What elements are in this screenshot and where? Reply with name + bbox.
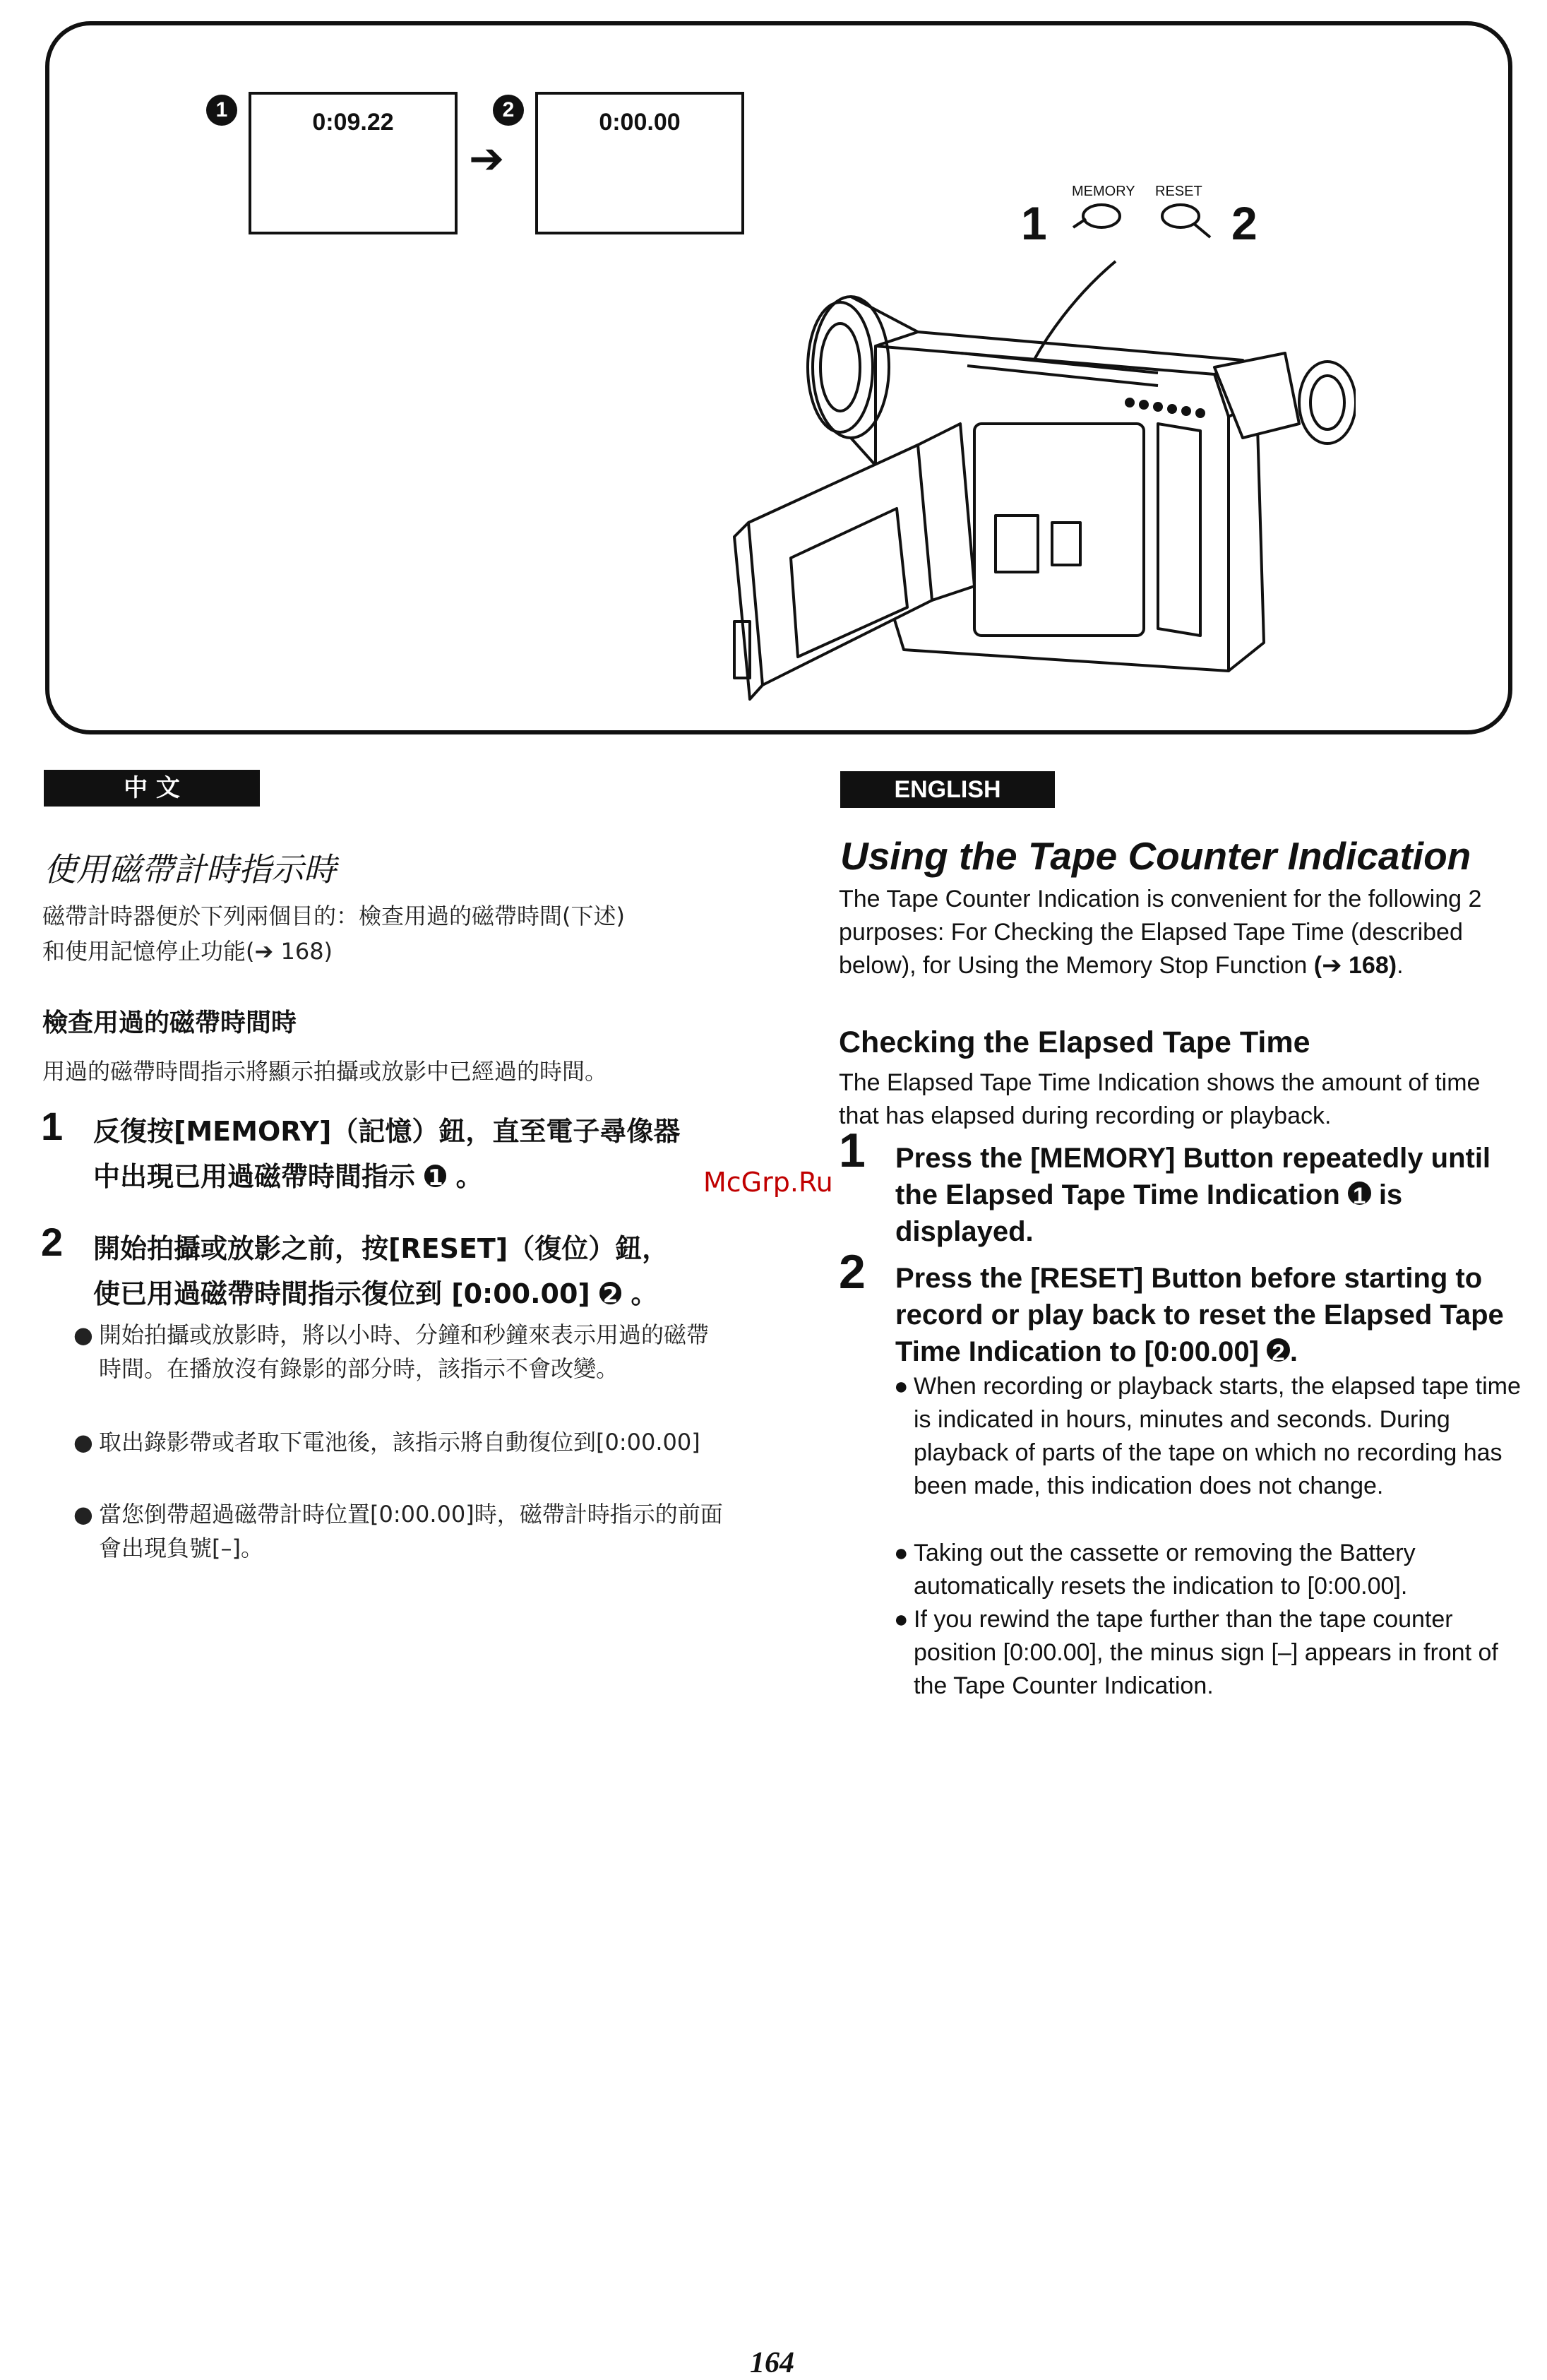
english-intro-text: The Tape Counter Indication is convenient for the following 2 purposes: For Checking the Elapsed Tape Time (described below), for Using the Memory Stop Function: [839, 886, 1482, 979]
reset-button-label: RESET: [1155, 184, 1202, 199]
bullet-dot-icon: ●: [894, 1540, 909, 1566]
chinese-title: 使用磁帶計時指示時: [44, 850, 336, 888]
english-section-tag: ENGLISH: [840, 771, 1055, 808]
english-bullet-2-text: Taking out the cassette or removing the Battery automatically resets the indication to [0:00.00].: [914, 1540, 1416, 1600]
english-step1-text: [895, 1140, 1524, 1250]
chinese-section-tag: 中 文: [44, 770, 260, 807]
screen1-time: 0:09.22: [312, 109, 394, 136]
english-sub-intro: The Elapsed Tape Time Indication shows the amount of time that has elapsed during recording or playback.: [839, 1069, 1481, 1129]
english-intro-end: .: [1397, 952, 1404, 979]
chinese-step2-line2-text: 使已用過磁帶時間指示復位到 [0:00.00]: [93, 1278, 590, 1309]
chinese-step1-line1: 反復按[MEMORY]（記憶）鈕，直至電子尋像器: [93, 1116, 681, 1147]
english-subhead: Checking the Elapsed Tape Time: [839, 1025, 1310, 1059]
english-bullet-2: [894, 1537, 1521, 1603]
chinese-step2-number: 2: [41, 1220, 64, 1264]
bullet-dot-icon: ●: [73, 1429, 93, 1456]
english-title: Using the Tape Counter Indication: [840, 834, 1471, 878]
english-intro: [839, 883, 1517, 982]
screen2-time: 0:00.00: [599, 109, 681, 136]
bullet-dot-icon: ●: [894, 1373, 909, 1400]
chinese-bullet-2: [73, 1425, 727, 1459]
chinese-step1-line2: [93, 1154, 729, 1199]
page-number: 164: [750, 2347, 794, 2379]
screen1-marker: 1: [206, 95, 237, 126]
chinese-bullet-3: [73, 1497, 727, 1565]
screen2-marker: 2: [493, 95, 524, 126]
chinese-step2-line1: 開始拍攝或放影之前，按[RESET]（復位）鈕，: [93, 1233, 669, 1264]
memory-button-label: MEMORY: [1072, 184, 1135, 199]
screen1-viewfinder: [249, 92, 458, 234]
english-step2-text: [895, 1260, 1524, 1370]
chinese-intro-line2: 和使用記憶停止功能(➔ 168): [42, 938, 333, 965]
english-bullet-1-text: When recording or playback starts, the elapsed tape time is indicated in hours, minutes and seconds. During playback of parts of the tape on which no recording has been made, this indication does not change.: [914, 1373, 1521, 1499]
watermark: McGrp.Ru: [703, 1167, 833, 1198]
callout-2: 2: [1231, 197, 1258, 249]
chinese-step1-end: 。: [455, 1161, 483, 1192]
arrow-right-icon: ➔: [469, 135, 505, 182]
chinese-step1-number: 1: [41, 1104, 64, 1148]
chinese-bullet-2-text: 取出錄影帶或者取下電池後，該指示將自動復位到[0:00.00]: [99, 1429, 700, 1456]
bullet-dot-icon: ●: [73, 1321, 93, 1348]
chinese-bullet-3-text: 當您倒帶超過磁帶計時位置[0:00.00]時，磁帶計時指示的前面會出現負號[–]。: [99, 1501, 723, 1561]
english-step1-body: Press the [MEMORY] Button repeatedly until the Elapsed Tape Time Indication: [895, 1143, 1491, 1210]
chinese-subhead: 檢查用過的磁帶時間時: [42, 1008, 297, 1037]
english-bullet-3-text: If you rewind the tape further than the tape counter position [0:00.00], the minus sign [–] appears in front of the Tape Counter Indication.: [914, 1606, 1498, 1699]
bullet-dot-icon: ●: [894, 1606, 909, 1633]
chinese-step1-marker: 1: [424, 1165, 446, 1186]
english-step1-number: 1: [839, 1124, 866, 1177]
memory-button-icon: [1083, 205, 1120, 227]
chinese-step1-line2-text: 中出現已用過磁帶時間指示: [93, 1161, 416, 1192]
english-step2-marker: 2: [1267, 1338, 1290, 1362]
chinese-step2-marker: 2: [599, 1282, 621, 1304]
chinese-step2-text: [93, 1226, 729, 1316]
english-step1-end: is displayed.: [895, 1179, 1403, 1247]
english-step2-end: .: [1289, 1336, 1298, 1367]
camcorder-illustration: [706, 191, 1356, 713]
chinese-step2-end: 。: [631, 1278, 658, 1309]
english-bullet-1: [894, 1370, 1521, 1503]
callout-1: 1: [1021, 197, 1047, 249]
chinese-step1-text: [93, 1109, 729, 1199]
chinese-bullet-1: [73, 1318, 727, 1386]
english-step2-number: 2: [839, 1245, 866, 1299]
english-intro-ref: (➔ 168): [1313, 952, 1397, 979]
chinese-sub-intro: 用過的磁帶時間指示將顯示拍攝或放影中已經過的時間。: [42, 1058, 608, 1085]
english-step1-marker: 1: [1348, 1182, 1371, 1205]
english-bullet-3: [894, 1603, 1521, 1703]
chinese-intro-line1: 磁帶計時器便於下列兩個目的：檢查用過的磁帶時間(下述): [42, 903, 625, 929]
english-step2-body: Press the [RESET] Button before starting to record or play back to reset the Elapsed Tape Time Indication to [0:00.00]: [895, 1263, 1504, 1367]
bullet-dot-icon: ●: [73, 1501, 93, 1528]
chinese-bullet-1-text: 開始拍攝或放影時，將以小時、分鐘和秒鐘來表示用過的磁帶時間。在播放沒有錄影的部分時，該指示不會改變。: [99, 1321, 710, 1382]
chinese-step2-line2: [93, 1271, 729, 1316]
